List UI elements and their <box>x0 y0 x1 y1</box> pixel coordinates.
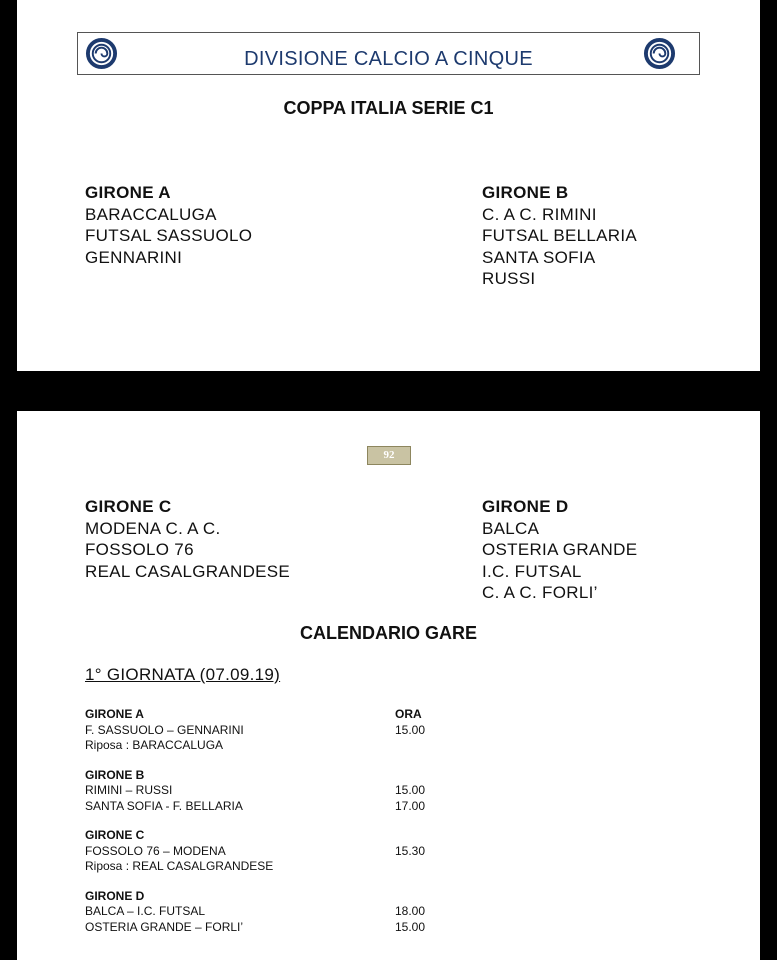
fixture-match: F. SASSUOLO – GENNARINI <box>85 722 244 737</box>
team-name: BARACCALUGA <box>85 204 217 224</box>
fixture-match: BALCA – I.C. FUTSAL <box>85 904 206 918</box>
futsal-division-logo-icon <box>643 37 676 70</box>
group-a <box>85 182 252 268</box>
group-d <box>482 496 637 604</box>
team-name: I.C. FUTSAL <box>482 561 582 581</box>
group-b <box>482 182 637 290</box>
fixture-time: 15.30 <box>395 843 426 858</box>
fixture-time <box>395 859 505 875</box>
fixture-group-label: GIRONE D <box>85 888 145 903</box>
fixture-match: OSTERIA GRANDE – FORLI’ <box>85 919 244 934</box>
fixture-row <box>85 920 505 936</box>
fixture-match: FOSSOLO 76 – MODENA <box>85 843 226 858</box>
time-column-header: ORA <box>395 707 422 721</box>
fixture-row <box>85 738 505 754</box>
fixture-group-label: GIRONE A <box>85 707 144 721</box>
group-title: GIRONE B <box>482 183 569 202</box>
fixture-row <box>85 904 505 920</box>
team-name: MODENA C. A C. <box>85 518 221 538</box>
team-name: FOSSOLO 76 <box>85 540 194 560</box>
team-name: REAL CASALGRANDESE <box>85 561 291 581</box>
document-page-2 <box>17 411 760 960</box>
fixture-time: 15.00 <box>395 919 426 934</box>
fixture-time <box>395 738 505 754</box>
team-name: FUTSAL SASSUOLO <box>85 226 253 246</box>
fixture-group-label: GIRONE B <box>85 767 145 782</box>
fixture-match: SANTA SOFIA - F. BELLARIA <box>85 798 243 813</box>
fixture-block <box>85 889 505 936</box>
team-name: BALCA <box>482 518 540 538</box>
fixture-time: 18.00 <box>395 904 426 918</box>
page-number-badge: 92 <box>367 446 411 465</box>
fixture-time: 15.00 <box>395 722 426 737</box>
competition-title: COPPA ITALIA SERIE C1 <box>283 98 494 118</box>
fixture-row <box>85 859 505 875</box>
document-page-1 <box>17 0 760 371</box>
fixture-match: RIMINI – RUSSI <box>85 783 173 797</box>
header-banner <box>77 32 700 75</box>
fixture-group-label: GIRONE C <box>85 828 145 842</box>
fixture-block <box>85 768 505 815</box>
fixture-row <box>85 783 505 799</box>
team-name: C. A C. RIMINI <box>482 204 597 224</box>
team-name: SANTA SOFIA <box>482 247 596 267</box>
header-title: DIVISIONE CALCIO A CINQUE <box>244 48 533 70</box>
fixture-time: 15.00 <box>395 783 426 797</box>
team-name: OSTERIA GRANDE <box>482 540 638 560</box>
fixture-match: Riposa : BARACCALUGA <box>85 738 224 752</box>
group-title: GIRONE C <box>85 497 172 516</box>
team-name: C. A C. FORLI’ <box>482 583 598 603</box>
fixture-row <box>85 844 505 860</box>
fixtures-list <box>85 707 505 949</box>
matchday-heading: 1° GIORNATA (07.09.19) <box>85 665 281 684</box>
fixture-row <box>85 799 505 815</box>
fixture-match: Riposa : REAL CASALGRANDESE <box>85 859 274 873</box>
fixture-row <box>85 723 505 739</box>
group-c <box>85 496 290 582</box>
fixture-block <box>85 707 505 754</box>
group-title: GIRONE D <box>482 497 569 516</box>
fixture-block <box>85 828 505 875</box>
team-name: FUTSAL BELLARIA <box>482 226 638 246</box>
calendar-title: CALENDARIO GARE <box>299 623 477 643</box>
team-name: RUSSI <box>482 269 536 289</box>
fixture-time: 17.00 <box>395 798 426 813</box>
team-name: GENNARINI <box>85 247 183 267</box>
group-title: GIRONE A <box>85 183 171 202</box>
